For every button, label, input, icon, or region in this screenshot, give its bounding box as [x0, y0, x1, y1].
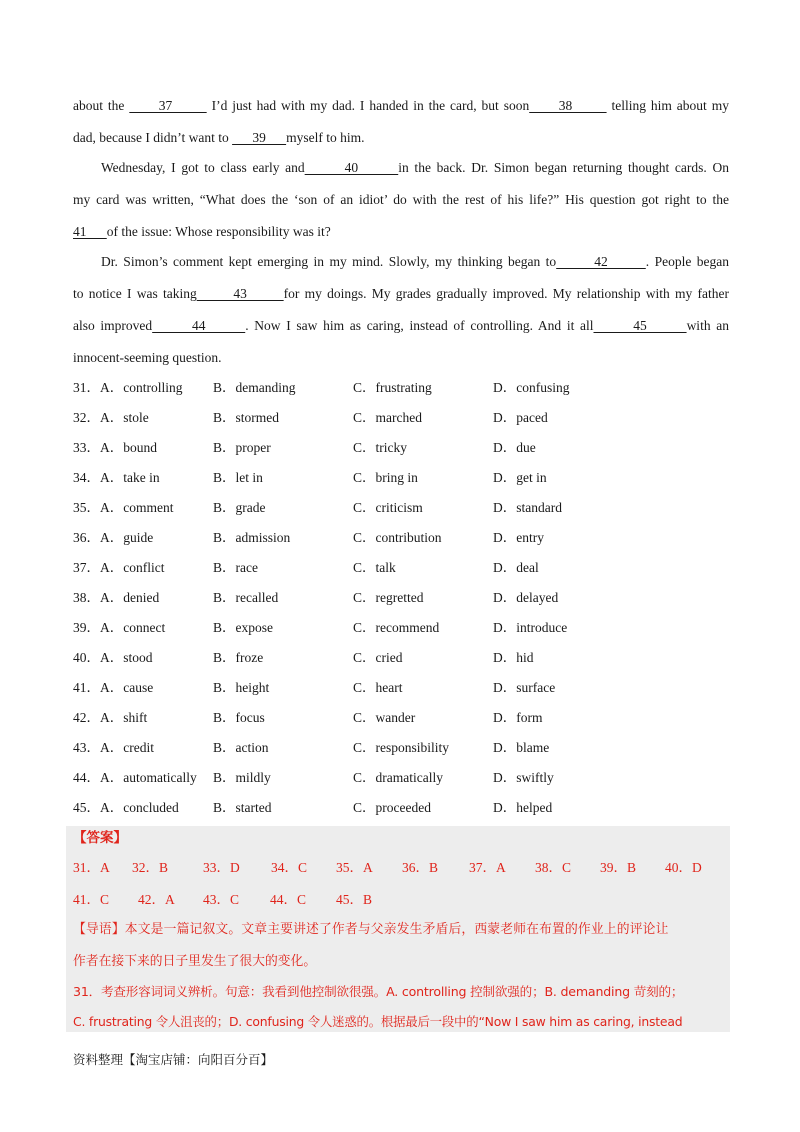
option-c: C．cried — [353, 650, 403, 665]
option-a: 35．A．comment — [73, 500, 174, 515]
option-a: 34．A．take in — [73, 470, 160, 485]
option-b: B．expose — [213, 620, 273, 635]
text: I’d just had with my dad. I handed in the card, but soon — [206, 98, 530, 113]
blank-41: 41 — [73, 224, 107, 239]
option-c: C．proceeded — [353, 800, 431, 815]
option-b: B．recalled — [213, 590, 279, 605]
text: dad, because I didn’t want to — [73, 130, 233, 145]
answer-item: 31．A — [73, 860, 110, 875]
option-d: D．introduce — [493, 620, 568, 635]
blank-39: 39 — [232, 130, 287, 145]
option-d: D．get in — [493, 470, 547, 485]
option-c: C．criticism — [353, 500, 423, 515]
text: in the back. Dr. Simon began returning thought cards. On — [398, 160, 729, 175]
passage-line-2 — [73, 128, 729, 148]
answer-item: 36．B — [402, 860, 439, 875]
option-b: B．admission — [213, 530, 291, 545]
option-b: B．race — [213, 560, 258, 575]
blank-43: 43 — [196, 286, 284, 301]
blank-37: 37 — [129, 98, 207, 113]
option-a: 33．A．bound — [73, 440, 157, 455]
option-a: 43．A．credit — [73, 740, 154, 755]
option-c: C．tricky — [353, 440, 407, 455]
answer-item: 43．C — [203, 892, 240, 907]
option-d: D．helped — [493, 800, 553, 815]
answer-item: 37．A — [469, 860, 506, 875]
passage-line-5 — [73, 222, 729, 242]
option-b: B．focus — [213, 710, 265, 725]
option-d: D．swiftly — [493, 770, 554, 785]
option-b: B．started — [213, 800, 272, 815]
text: my card was written, “What does the ‘son of an idiot’ do with the rest of his life?” His question got right to the — [73, 192, 729, 207]
answer-item: 39．B — [600, 860, 637, 875]
option-d: D．due — [493, 440, 536, 455]
blank-38: 38 — [529, 98, 607, 113]
option-c: C．talk — [353, 560, 396, 575]
option-a: 41．A．cause — [73, 680, 154, 695]
guide-line-2: 作者在接下来的日子里发生了很大的变化。 — [73, 954, 317, 969]
option-d: D．hid — [493, 650, 534, 665]
option-row — [73, 498, 729, 518]
answer-row-1 — [73, 858, 733, 878]
option-a: 45．A．concluded — [73, 800, 179, 815]
option-c: C．frustrating — [353, 380, 432, 395]
answer-item: 34．C — [271, 860, 308, 875]
answer-item: 45．B — [336, 892, 373, 907]
option-a: 44．A．automatically — [73, 770, 197, 785]
option-c: C．marched — [353, 410, 422, 425]
option-row — [73, 558, 729, 578]
text: myself to him. — [286, 130, 365, 145]
option-row — [73, 588, 729, 608]
passage-line-9 — [73, 348, 729, 368]
answer-item: 32．B — [132, 860, 169, 875]
option-b: B．height — [213, 680, 270, 695]
explanation-line-1: 31．考查形容词词义辨析。句意：我看到他控制欲很强。A. controlling 控制欲强的；B. demanding 苛刻的； — [73, 984, 684, 999]
text: Dr. Simon’s comment kept emerging in my mind. Slowly, my thinking began to — [101, 254, 557, 269]
option-c: C．bring in — [353, 470, 418, 485]
answer-item: 41．C — [73, 892, 110, 907]
option-row — [73, 708, 729, 728]
option-row — [73, 738, 729, 758]
passage-line-1 — [73, 96, 729, 116]
option-b: B．action — [213, 740, 269, 755]
option-d: D．standard — [493, 500, 562, 515]
blank-40: 40 — [304, 160, 399, 175]
text: . Now I saw him as caring, instead of controlling. And it all — [245, 318, 594, 333]
option-a: 36．A．guide — [73, 530, 154, 545]
text: of the issue: Whose responsibility was it? — [106, 224, 331, 239]
footer-source: 资料整理【淘宝店铺：向阳百分百】 — [73, 1052, 274, 1067]
guide-line-1: 【导语】本文是一篇记叙文。文章主要讲述了作者与父亲发生矛盾后，西蒙老师在布置的作业上的评论让 — [73, 922, 669, 937]
option-b: B．proper — [213, 440, 271, 455]
option-a: 38．A．denied — [73, 590, 160, 605]
option-c: C．wander — [353, 710, 416, 725]
answer-item: 42．A — [138, 892, 175, 907]
option-a: 42．A．shift — [73, 710, 148, 725]
option-row — [73, 378, 729, 398]
option-a: 31．A．controlling — [73, 380, 183, 395]
passage-line-8 — [73, 316, 729, 336]
option-b: B．demanding — [213, 380, 296, 395]
option-b: B．let in — [213, 470, 263, 485]
text: telling him about my — [606, 98, 729, 113]
option-c: C．regretted — [353, 590, 424, 605]
passage-line-3 — [101, 158, 729, 178]
text: about the — [73, 98, 130, 113]
passage-line-6 — [101, 252, 729, 272]
answer-item: 44．C — [270, 892, 307, 907]
option-d: D．confusing — [493, 380, 570, 395]
answer-item: 33．D — [203, 860, 240, 875]
option-b: B．stormed — [213, 410, 279, 425]
text: to notice I was taking — [73, 286, 197, 301]
option-c: C．recommend — [353, 620, 440, 635]
answer-row-2 — [73, 890, 733, 910]
passage-line-7 — [73, 284, 729, 304]
option-row — [73, 618, 729, 638]
blank-42: 42 — [556, 254, 646, 269]
option-row — [73, 468, 729, 488]
option-d: D．blame — [493, 740, 550, 755]
option-c: C．heart — [353, 680, 403, 695]
option-b: B．mildly — [213, 770, 271, 785]
option-row — [73, 768, 729, 788]
option-row — [73, 648, 729, 668]
option-d: D．surface — [493, 680, 556, 695]
blank-45: 45 — [593, 318, 687, 333]
option-a: 39．A．connect — [73, 620, 166, 635]
passage-line-4 — [73, 190, 729, 210]
option-row — [73, 678, 729, 698]
answer-item: 40．D — [665, 860, 702, 875]
text: for my doings. My grades gradually improved. My relationship with my father — [283, 286, 730, 301]
option-row — [73, 438, 729, 458]
option-a: 32．A．stole — [73, 410, 149, 425]
option-a: 37．A．conflict — [73, 560, 165, 575]
option-d: D．paced — [493, 410, 548, 425]
option-d: D．form — [493, 710, 543, 725]
explanation-line-2: C. frustrating 令人沮丧的；D. confusing 令人迷惑的。根据最后一段中的“Now I saw him as caring, instead — [73, 1014, 683, 1029]
option-d: D．entry — [493, 530, 544, 545]
answer-item: 38．C — [535, 860, 572, 875]
option-d: D．deal — [493, 560, 539, 575]
option-row — [73, 528, 729, 548]
option-row — [73, 798, 729, 818]
option-c: C．dramatically — [353, 770, 443, 785]
option-d: D．delayed — [493, 590, 559, 605]
option-c: C．contribution — [353, 530, 442, 545]
text: also improved — [73, 318, 153, 333]
text: with an — [686, 318, 729, 333]
option-b: B．froze — [213, 650, 264, 665]
blank-44: 44 — [152, 318, 246, 333]
option-b: B．grade — [213, 500, 266, 515]
option-c: C．responsibility — [353, 740, 450, 755]
text: . People began — [645, 254, 729, 269]
option-a: 40．A．stood — [73, 650, 153, 665]
answer-item: 35．A — [336, 860, 373, 875]
text: innocent-seeming question. — [73, 350, 222, 365]
option-row — [73, 408, 729, 428]
text: Wednesday, I got to class early and — [101, 160, 305, 175]
answer-heading: 【答案】 — [73, 830, 127, 846]
